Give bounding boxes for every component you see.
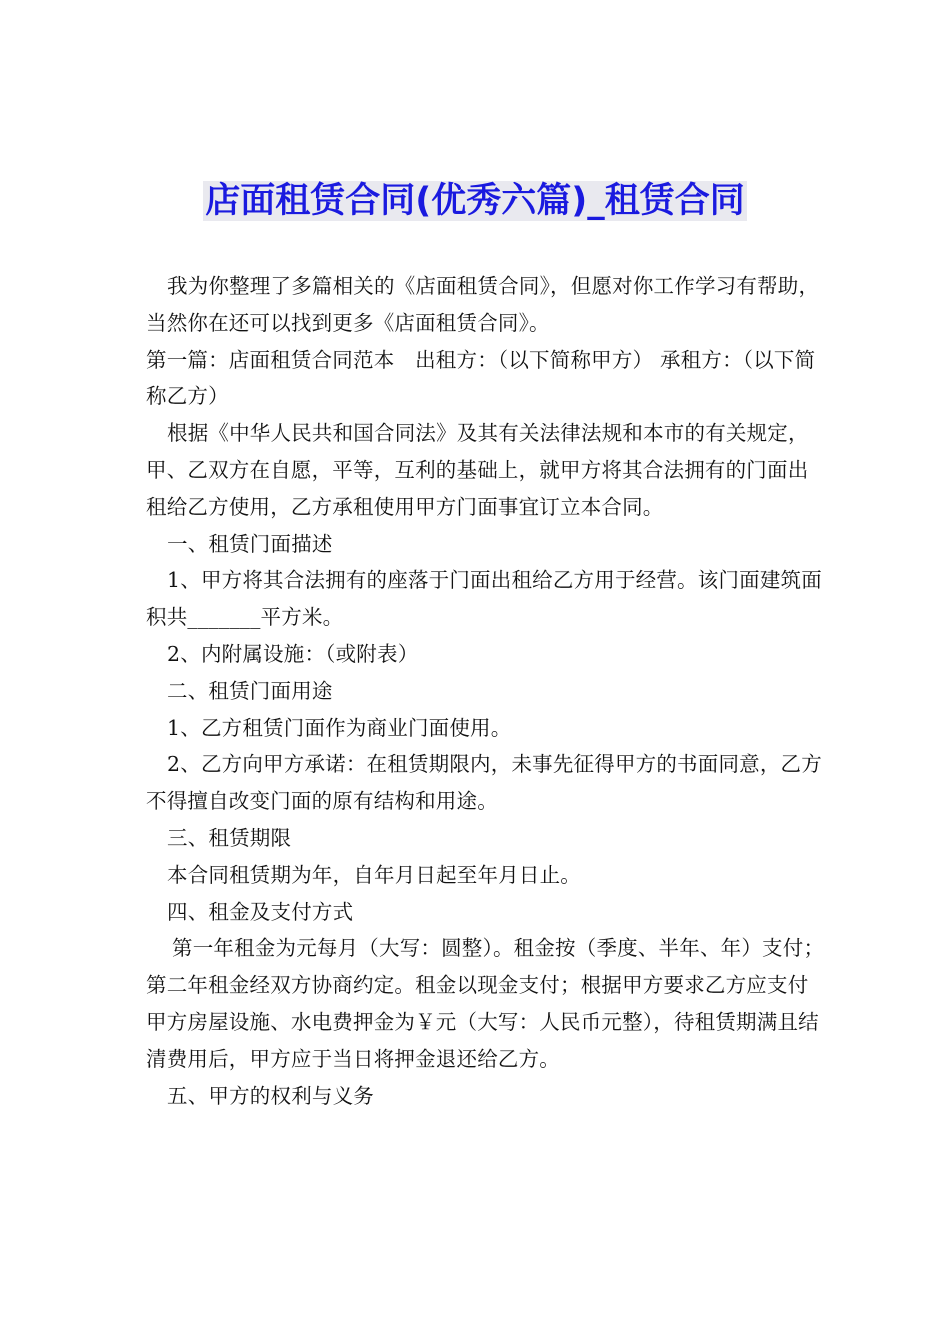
clause-1-item-1: 1、甲方将其合法拥有的座落于门面出租给乙方用于经营。该门面建筑面积共_______平方米。 xyxy=(146,568,822,630)
clause-2-item-2: 2、乙方向甲方承诺：在租赁期限内，未事先征得甲方的书面同意，乙方不得擅自改变门面的原有结构和用途。 xyxy=(146,752,822,814)
clause-4-text: 第一年租金为元每月（大写：圆整）。租金按（季度、半年、年）支付；第二年租金经双方协商约定。租金以现金支付；根据甲方要求乙方应支付甲方房屋设施、水电费押金为￥元（大写：人民币元整），待租赁期满且结清费用后，甲方应于当日将押金退还给乙方。 xyxy=(146,936,825,1071)
clause-heading-2: 二、租赁门面用途 xyxy=(167,678,333,703)
document-title xyxy=(0,178,950,224)
clause-heading-4: 四、租金及支付方式 xyxy=(167,899,354,924)
intro-paragraph: 我为你整理了多篇相关的《店面租赁合同》，但愿对你工作学习有帮助，当然你在还可以找到更多《店面租赁合同》。 xyxy=(146,274,820,335)
preamble-paragraph: 根据《中华人民共和国合同法》及其有关法律法规和本市的有关规定，甲、乙双方在自愿，平等，互利的基础上，就甲方将其合法拥有的门面出租给乙方使用，乙方承租使用甲方门面事宜订立本合同。 xyxy=(146,421,809,519)
clause-heading-3: 三、租赁期限 xyxy=(167,825,292,850)
document-title-text: 店面租赁合同(优秀六篇)_租赁合同 xyxy=(205,181,745,221)
clause-3-text: 本合同租赁期为年，自年月日起至年月日止。 xyxy=(167,862,581,887)
section-heading-first: 第一篇：店面租赁合同范本 出租方：（以下简称甲方） 承租方：（以下简称乙方） xyxy=(146,347,816,409)
clause-heading-5: 五、甲方的权利与义务 xyxy=(167,1083,374,1108)
clause-heading-1: 一、租赁门面描述 xyxy=(167,531,333,556)
document-body xyxy=(146,268,826,1114)
clause-1-item-2: 2、内附属设施：（或附表） xyxy=(167,641,419,666)
clause-2-item-1: 1、乙方租赁门面作为商业门面使用。 xyxy=(167,715,512,740)
